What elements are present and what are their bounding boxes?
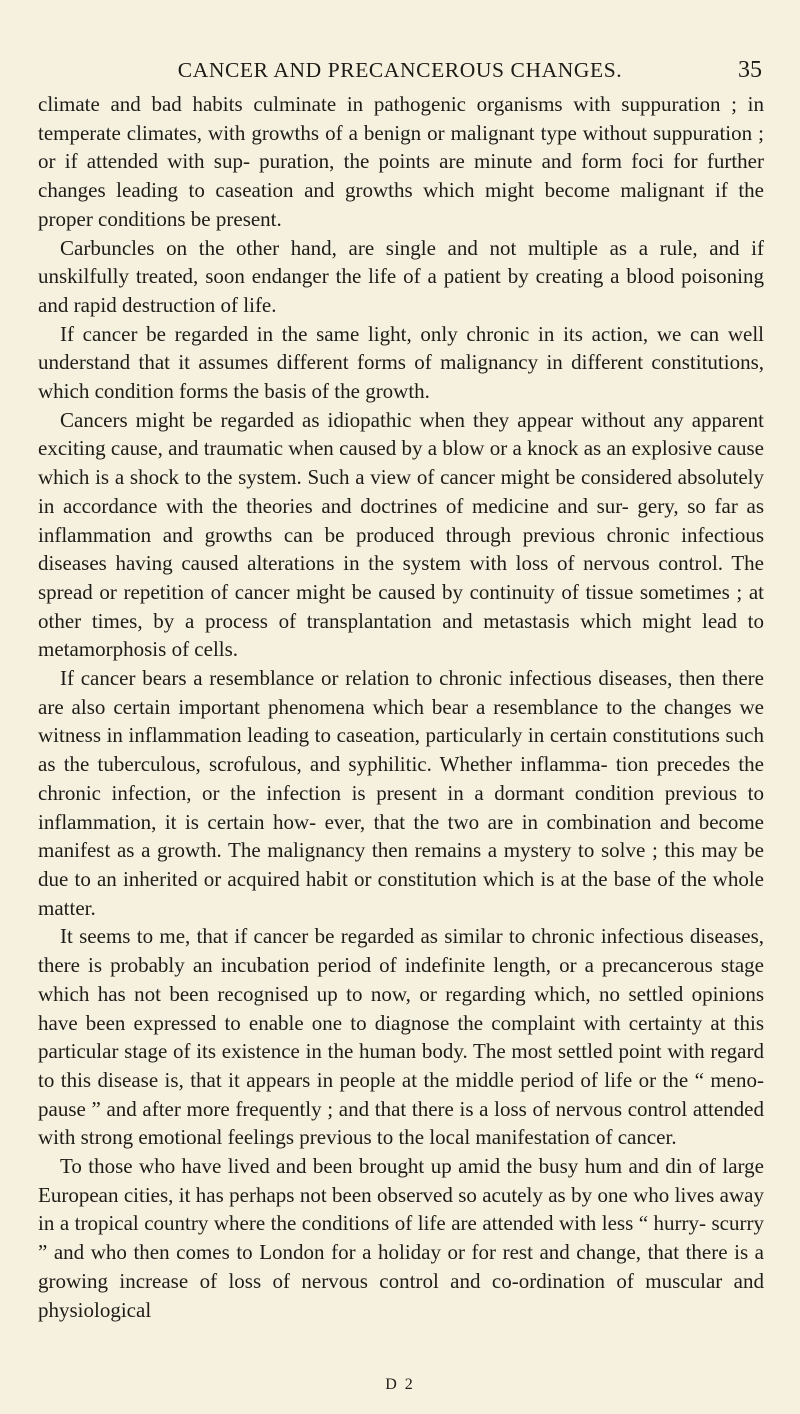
signature-mark: D 2 [385, 1376, 415, 1393]
paragraph-tropical: To those who have lived and been brought up amid the busy hum and din of large European cities, it has perhaps not been observed so acutely as by one who lives away in a tropical country where the conditions of life are attended with less “ hurry- scurry ” and who then comes to London for a holiday or for rest and change, that there is a growing increase of loss of nervous control and co-ordination of muscular and physiological [38, 1154, 764, 1322]
paragraph-continued: climate and bad habits culminate in pathogenic organisms with suppuration ; in temperate climates, with growths of a benign or malignant type without suppuration ; or if attended with sup- puration, the points are minute and form foci for further changes leading to caseation and growths which might become malignant if the proper conditions be present. [38, 92, 764, 231]
running-title: CANCER AND PRECANCEROUS CHANGES. [177, 58, 623, 82]
paragraph-resemblance: If cancer bears a resemblance or relation to chronic infectious diseases, then there are also certain important phenomena which bear a resemblance to the changes we witness in inflammation leading to caseation, particularly in certain constitutions such as the tuberculous, scrofulous, and syphilitic. Whether inflamma- tion precedes the chronic infection, or the infection is present in a dormant condition previous to inflammation, it is certain how- ever, that the two are in combination and become manifest as a growth. The malignancy then remains a mystery to solve ; this may be due to an inherited or acquired habit or constitution which is at the base of the whole matter. [38, 666, 764, 920]
paragraph-idiopathic: Cancers might be regarded as idiopathic when they appear without any apparent exciting cause, and traumatic when caused by a blow or a knock as an explosive cause which is a shock to the system. Such a view of cancer might be considered absolutely in accordance with the theories and doctrines of medicine and sur- gery, so far as inflammation and growths can be produced through previous chronic infectious diseases having caused alterations in the system with loss of nervous control. The spread or repetition of cancer might be caused by continuity of tissue sometimes ; at other times, by a process of transplantation and metastasis which might lead to metamorphosis of cells. [38, 407, 764, 662]
paragraph-carbuncles: Carbuncles on the other hand, are single and not multiple as a rule, and if unskilfully treated, soon endanger the life of a patient by creating a blood poisoning and rapid destruction of life. [38, 235, 764, 317]
running-head [38, 58, 762, 88]
paragraph-same-light: If cancer be regarded in the same light, only chronic in its action, we can well understand that it assumes different forms of malignancy in different constitutions, which condition forms the basis of the growth. [38, 321, 764, 404]
paragraph-incubation: It seems to me, that if cancer be regarded as similar to chronic infectious diseases, there is probably an incubation period of indefinite length, or a precancerous stage which has not been recognised up to now, or regarding which, no settled opinions have been expressed to enable one to diagnose the complaint with certainty at this particular stage of its existence in the human body. The most settled point with regard to this disease is, that it appears in people at the middle period of life or the “ meno- pause ” and after more frequently ; and that there is a loss of nervous control attended with strong emotional feelings previous to the local manifestation of cancer. [38, 924, 764, 1150]
body-text [38, 90, 764, 1324]
page-number: 35 [738, 57, 762, 83]
